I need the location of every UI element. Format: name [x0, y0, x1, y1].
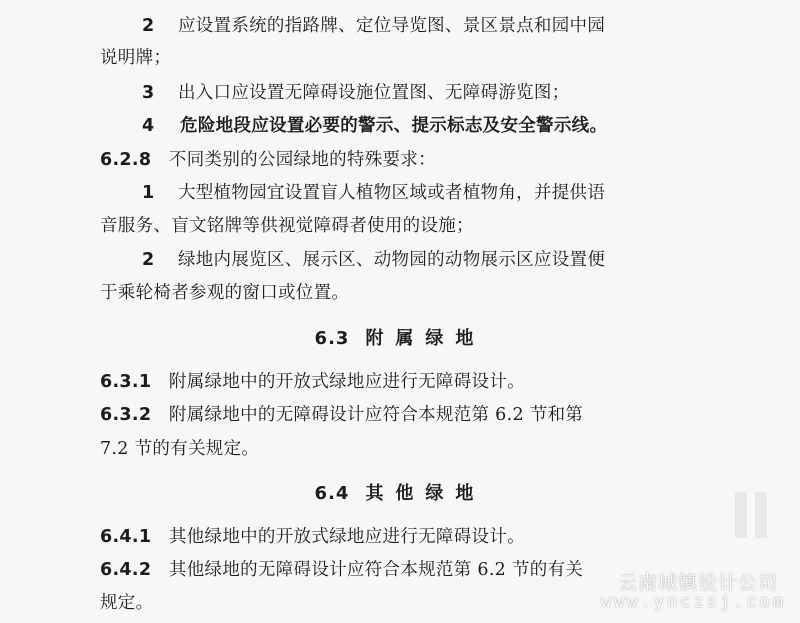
item-text: 危险地段应设置必要的警示、提示标志及安全警示线。: [180, 116, 608, 136]
clause-text: 不同类别的公园绿地的特殊要求：: [168, 150, 436, 170]
list-item: [142, 81, 570, 105]
item-text: 音服务、盲文铭牌等供视觉障碍者使用的设施；: [100, 216, 474, 236]
list-item-continuation: [100, 281, 349, 305]
item-text: 出入口应设置无障碍设施位置图、无障碍游览图；: [177, 83, 570, 103]
list-item: [142, 248, 605, 272]
section-title: 附属绿地: [365, 328, 486, 349]
list-item-continuation: [100, 46, 171, 70]
item-number: 4: [142, 116, 155, 136]
clause-text: 7.2 节的有关规定。: [100, 439, 260, 459]
section-number: 6.4: [314, 483, 350, 504]
section-title: 其他绿地: [365, 483, 486, 504]
item-number: 1: [142, 183, 155, 203]
section-heading: [0, 482, 800, 506]
section-number: 6.3: [314, 328, 350, 349]
item-text: 应设置系统的指路牌、定位导览图、景区景点和园中园: [177, 16, 606, 36]
item-text: 于乘轮椅者参观的窗口或位置。: [100, 283, 350, 303]
clause-text: 附属绿地中的开放式绿地应进行无障碍设计。: [168, 372, 525, 392]
watermark-name: 云南城镇设计公司: [617, 572, 778, 594]
clause: [100, 148, 436, 172]
clause: [100, 370, 525, 394]
scan-artifact: [755, 492, 767, 538]
clause-text: 规定。: [100, 593, 154, 613]
clause-text: 其他绿地的无障碍设计应符合本规范第 6.2 节的有关: [168, 560, 584, 580]
scan-artifact: [735, 492, 747, 538]
list-item: [142, 14, 605, 38]
item-number: 2: [142, 16, 155, 36]
item-number: 2: [142, 250, 155, 270]
item-number: 3: [142, 83, 155, 103]
clause-text: 附属绿地中的无障碍设计应符合本规范第 6.2 节和第: [168, 405, 584, 425]
list-item: [142, 114, 607, 138]
clause: [100, 403, 583, 427]
list-item: [142, 181, 605, 205]
watermark-url: www.ynczsj.com: [600, 592, 786, 612]
list-item-continuation: [100, 214, 474, 238]
item-text: 说明牌；: [100, 48, 172, 68]
clause-number: 6.3.2: [100, 405, 152, 425]
clause-number: 6.4.1: [100, 527, 152, 547]
item-text: 大型植物园宜设置盲人植物区域或者植物角，并提供语: [177, 183, 606, 203]
clause-text: 其他绿地中的开放式绿地应进行无障碍设计。: [168, 527, 525, 547]
item-text: 绿地内展览区、展示区、动物园的动物展示区应设置便: [177, 250, 606, 270]
clause: [100, 558, 583, 582]
clause-number: 6.4.2: [100, 560, 152, 580]
section-heading: [0, 327, 800, 351]
clause-number: 6.2.8: [100, 150, 152, 170]
clause-number: 6.3.1: [100, 372, 152, 392]
clause-continuation: [100, 591, 153, 615]
clause-continuation: [100, 437, 259, 461]
clause: [100, 525, 525, 549]
